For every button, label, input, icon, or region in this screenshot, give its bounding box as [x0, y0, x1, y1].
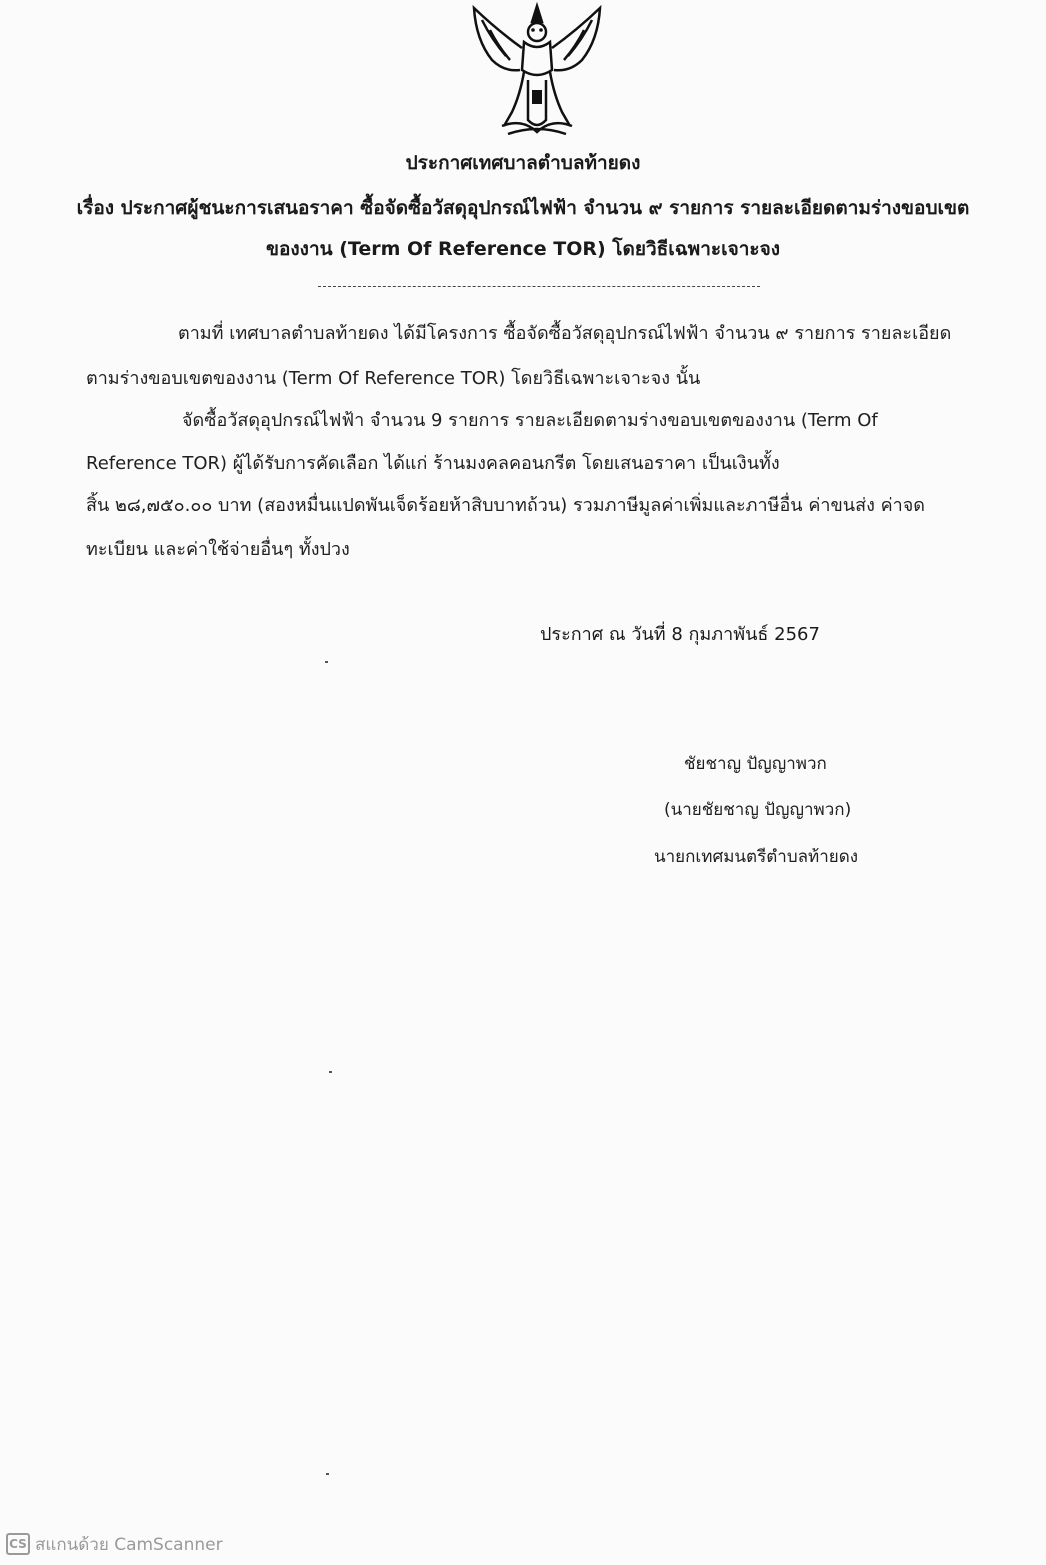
body-line-6: ทะเบียน และค่าใช้จ่ายอื่นๆ ทั้งปวง	[86, 539, 350, 560]
body-line-3: จัดซื้อวัสดุอุปกรณ์ไฟฟ้า จำนวน 9 รายการ รายละเอียดตามร่างขอบเขตของงาน (Term Of	[182, 410, 878, 431]
signatory-full-name: (นายชัยชาญ ปัญญาพวก)	[664, 800, 852, 820]
garuda-emblem-icon	[462, 0, 612, 142]
signature-name: ชัยชาญ ปัญญาพวก	[684, 754, 827, 774]
camscanner-watermark	[6, 1532, 223, 1556]
scan-speck	[329, 1071, 332, 1073]
dashed-divider	[318, 286, 760, 287]
announcement-subject-line-2: ของงาน (Term Of Reference TOR) โดยวิธีเฉพาะเจาะจง	[266, 238, 780, 260]
signatory-position: นายกเทศมนตรีตำบลท้ายดง	[654, 847, 859, 867]
body-line-1: ตามที่ เทศบาลตำบลท้ายดง ได้มีโครงการ ซื้อจัดซื้อวัสดุอุปกรณ์ไฟฟ้า จำนวน ๙ รายการ รายละเอียด	[178, 323, 952, 344]
body-line-5: สิ้น ๒๘,๗๕๐.๐๐ บาท (สองหมื่นแปดพันเจ็ดร้อยห้าสิบบาทถ้วน) รวมภาษีมูลค่าเพิ่มและภาษีอื่น ค่าขนส่ง ค่าจด	[86, 495, 925, 516]
body-line-4: Reference TOR) ผู้ได้รับการคัดเลือก ได้แก่ ร้านมงคลคอนกรีต โดยเสนอราคา เป็นเงินทั้ง	[86, 453, 780, 474]
scan-speck	[325, 661, 328, 663]
watermark-text: สแกนด้วย CamScanner	[35, 1534, 223, 1555]
scan-speck	[326, 1473, 329, 1475]
body-line-2: ตามร่างขอบเขตของงาน (Term Of Reference TOR) โดยวิธีเฉพาะเจาะจง นั้น	[86, 368, 701, 389]
announcement-date: ประกาศ ณ วันที่ 8 กุมภาพันธ์ 2567	[540, 624, 820, 645]
announcement-title: ประกาศเทศบาลตำบลท้ายดง	[405, 152, 641, 174]
camscanner-logo-icon: CS	[6, 1533, 30, 1555]
announcement-subject-line-1: เรื่อง ประกาศผู้ชนะการเสนอราคา ซื้อจัดซื้อวัสดุอุปกรณ์ไฟฟ้า จำนวน ๙ รายการ รายละเอียดตามร่างขอบเขต	[76, 197, 970, 219]
